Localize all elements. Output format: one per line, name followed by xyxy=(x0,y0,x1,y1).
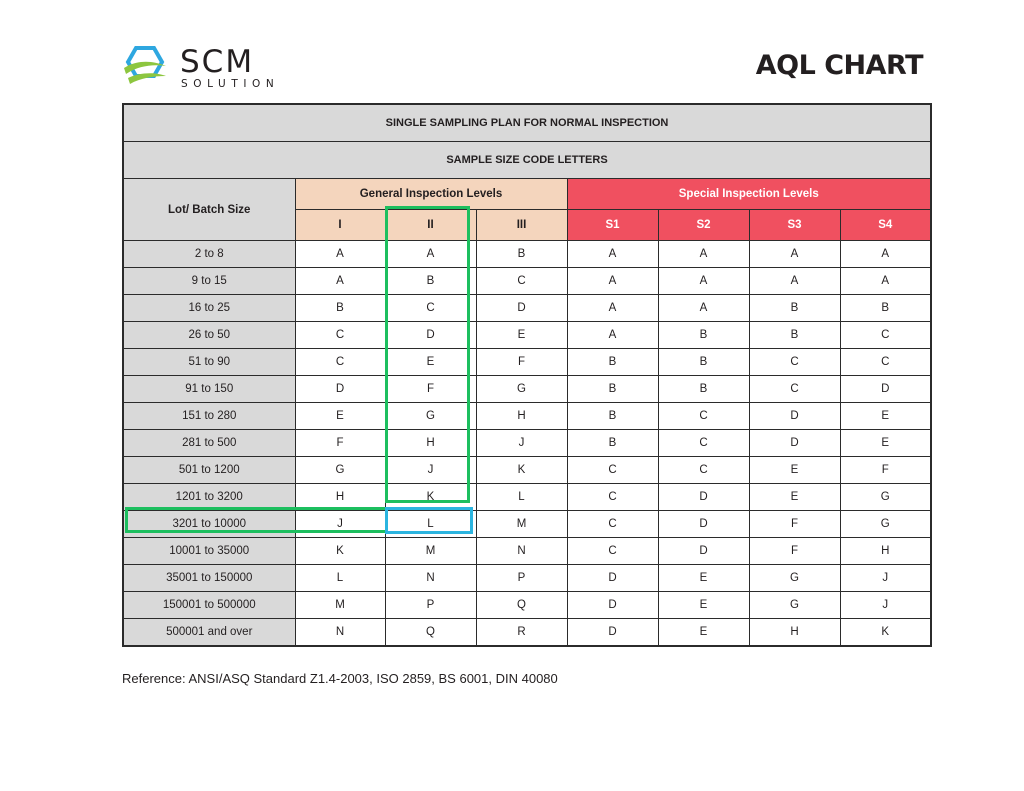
code-cell: A xyxy=(567,241,658,268)
lot-size-cell: 9 to 15 xyxy=(123,268,295,295)
code-cell: R xyxy=(476,619,567,647)
table-row xyxy=(123,484,931,511)
code-cell: N xyxy=(476,538,567,565)
code-cell: C xyxy=(840,322,931,349)
code-cell: Q xyxy=(385,619,476,647)
code-cell: F xyxy=(476,349,567,376)
plan-banner: SINGLE SAMPLING PLAN FOR NORMAL INSPECTION xyxy=(123,104,931,142)
code-cell: E xyxy=(840,403,931,430)
code-cell: D xyxy=(567,565,658,592)
code-cell: G xyxy=(840,484,931,511)
code-cell: J xyxy=(385,457,476,484)
reference-note: Reference: ANSI/ASQ Standard Z1.4-2003, ISO 2859, BS 6001, DIN 40080 xyxy=(122,671,558,686)
code-cell: B xyxy=(749,295,840,322)
code-cell: H xyxy=(295,484,385,511)
code-cell: D xyxy=(749,430,840,457)
code-cell: A xyxy=(658,268,749,295)
table-row-selected xyxy=(123,511,931,538)
code-cell: D xyxy=(658,484,749,511)
code-cell: P xyxy=(476,565,567,592)
code-cell: C xyxy=(749,349,840,376)
code-cell: C xyxy=(295,349,385,376)
code-cell: A xyxy=(385,241,476,268)
code-cell: K xyxy=(385,484,476,511)
code-cell: A xyxy=(658,295,749,322)
code-cell: G xyxy=(749,565,840,592)
code-cell: K xyxy=(476,457,567,484)
code-cell: C xyxy=(658,403,749,430)
code-cell: M xyxy=(295,592,385,619)
lot-size-cell: 16 to 25 xyxy=(123,295,295,322)
code-cell: E xyxy=(749,484,840,511)
table-row xyxy=(123,268,931,295)
code-cell: D xyxy=(567,619,658,647)
code-cell: J xyxy=(476,430,567,457)
lot-size-cell: 281 to 500 xyxy=(123,430,295,457)
code-cell: F xyxy=(840,457,931,484)
table-row xyxy=(123,295,931,322)
lot-size-cell: 150001 to 500000 xyxy=(123,592,295,619)
code-cell: N xyxy=(385,565,476,592)
code-cell: E xyxy=(295,403,385,430)
code-cell: B xyxy=(840,295,931,322)
table-row xyxy=(123,592,931,619)
code-cell: B xyxy=(567,376,658,403)
code-cell: C xyxy=(476,268,567,295)
code-cell: E xyxy=(658,592,749,619)
code-cell: B xyxy=(567,403,658,430)
code-cell: D xyxy=(658,538,749,565)
code-cell: C xyxy=(658,457,749,484)
code-cell: E xyxy=(658,619,749,647)
lot-size-cell: 26 to 50 xyxy=(123,322,295,349)
code-cell: B xyxy=(295,295,385,322)
code-cell-selected: L xyxy=(385,511,476,538)
code-cell: A xyxy=(749,268,840,295)
code-cell: D xyxy=(295,376,385,403)
code-cell: J xyxy=(840,592,931,619)
lot-size-cell: 151 to 280 xyxy=(123,403,295,430)
code-cell: H xyxy=(749,619,840,647)
level-header-iii: III xyxy=(476,210,567,241)
code-cell: D xyxy=(476,295,567,322)
lot-size-cell: 501 to 1200 xyxy=(123,457,295,484)
page-title: AQL CHART xyxy=(755,50,923,81)
code-cell: F xyxy=(749,511,840,538)
code-cell: F xyxy=(749,538,840,565)
code-cell: G xyxy=(476,376,567,403)
code-cell: C xyxy=(567,457,658,484)
table-row xyxy=(123,430,931,457)
level-header-s2: S2 xyxy=(658,210,749,241)
table-row xyxy=(123,403,931,430)
lot-size-cell: 2 to 8 xyxy=(123,241,295,268)
general-levels-header: General Inspection Levels xyxy=(295,179,567,210)
code-cell: H xyxy=(385,430,476,457)
code-cell: D xyxy=(658,511,749,538)
code-cell: D xyxy=(567,592,658,619)
code-letters-banner: SAMPLE SIZE CODE LETTERS xyxy=(123,142,931,179)
level-header-i: I xyxy=(295,210,385,241)
scm-logo xyxy=(122,42,292,92)
code-cell: A xyxy=(567,268,658,295)
table-row xyxy=(123,241,931,268)
code-cell: J xyxy=(840,565,931,592)
code-cell: Q xyxy=(476,592,567,619)
lot-size-header: Lot/ Batch Size xyxy=(123,179,295,241)
table-row xyxy=(123,349,931,376)
table-row xyxy=(123,619,931,647)
code-cell: D xyxy=(749,403,840,430)
lot-size-cell: 10001 to 35000 xyxy=(123,538,295,565)
special-levels-header: Special Inspection Levels xyxy=(567,179,931,210)
code-cell: B xyxy=(476,241,567,268)
lot-size-cell: 91 to 150 xyxy=(123,376,295,403)
code-cell: A xyxy=(840,241,931,268)
code-cell: E xyxy=(385,349,476,376)
table-row xyxy=(123,538,931,565)
code-cell: E xyxy=(658,565,749,592)
code-cell: H xyxy=(840,538,931,565)
code-cell: K xyxy=(295,538,385,565)
code-cell: C xyxy=(840,349,931,376)
level-header-s1: S1 xyxy=(567,210,658,241)
code-cell: L xyxy=(295,565,385,592)
code-cell: B xyxy=(385,268,476,295)
code-cell: G xyxy=(749,592,840,619)
code-cell: B xyxy=(658,376,749,403)
code-cell: B xyxy=(658,349,749,376)
aql-table xyxy=(122,103,932,647)
code-cell: C xyxy=(567,511,658,538)
code-cell: C xyxy=(385,295,476,322)
logo-sub-text: SOLUTION xyxy=(181,78,280,90)
lot-size-cell: 51 to 90 xyxy=(123,349,295,376)
lot-size-cell: 1201 to 3200 xyxy=(123,484,295,511)
code-cell: A xyxy=(840,268,931,295)
code-cell: M xyxy=(385,538,476,565)
level-header-s4: S4 xyxy=(840,210,931,241)
code-cell: K xyxy=(840,619,931,647)
code-cell: B xyxy=(567,430,658,457)
code-cell: C xyxy=(749,376,840,403)
code-cell: E xyxy=(840,430,931,457)
code-cell: M xyxy=(476,511,567,538)
code-cell: B xyxy=(658,322,749,349)
level-header-s3: S3 xyxy=(749,210,840,241)
code-cell: J xyxy=(295,511,385,538)
code-cell: E xyxy=(476,322,567,349)
code-cell: E xyxy=(749,457,840,484)
lot-size-cell: 500001 and over xyxy=(123,619,295,647)
aql-table-body xyxy=(123,241,931,647)
code-cell: A xyxy=(567,295,658,322)
level-header-ii: II xyxy=(385,210,476,241)
code-cell: B xyxy=(749,322,840,349)
code-cell: H xyxy=(476,403,567,430)
logo-main-text: SCM xyxy=(180,44,255,80)
table-row xyxy=(123,322,931,349)
code-cell: C xyxy=(295,322,385,349)
code-cell: G xyxy=(385,403,476,430)
lot-size-cell: 35001 to 150000 xyxy=(123,565,295,592)
lot-size-cell: 3201 to 10000 xyxy=(123,511,295,538)
code-cell: A xyxy=(658,241,749,268)
table-row xyxy=(123,565,931,592)
code-cell: F xyxy=(385,376,476,403)
code-cell: A xyxy=(295,268,385,295)
table-row xyxy=(123,376,931,403)
code-cell: N xyxy=(295,619,385,647)
code-cell: D xyxy=(385,322,476,349)
code-cell: C xyxy=(658,430,749,457)
code-cell: L xyxy=(476,484,567,511)
table-row xyxy=(123,457,931,484)
code-cell: B xyxy=(567,349,658,376)
code-cell: A xyxy=(749,241,840,268)
aql-table-container xyxy=(122,103,930,647)
code-cell: A xyxy=(567,322,658,349)
code-cell: G xyxy=(840,511,931,538)
code-cell: A xyxy=(295,241,385,268)
code-cell: F xyxy=(295,430,385,457)
code-cell: C xyxy=(567,538,658,565)
code-cell: D xyxy=(840,376,931,403)
code-cell: P xyxy=(385,592,476,619)
code-cell: C xyxy=(567,484,658,511)
code-cell: G xyxy=(295,457,385,484)
